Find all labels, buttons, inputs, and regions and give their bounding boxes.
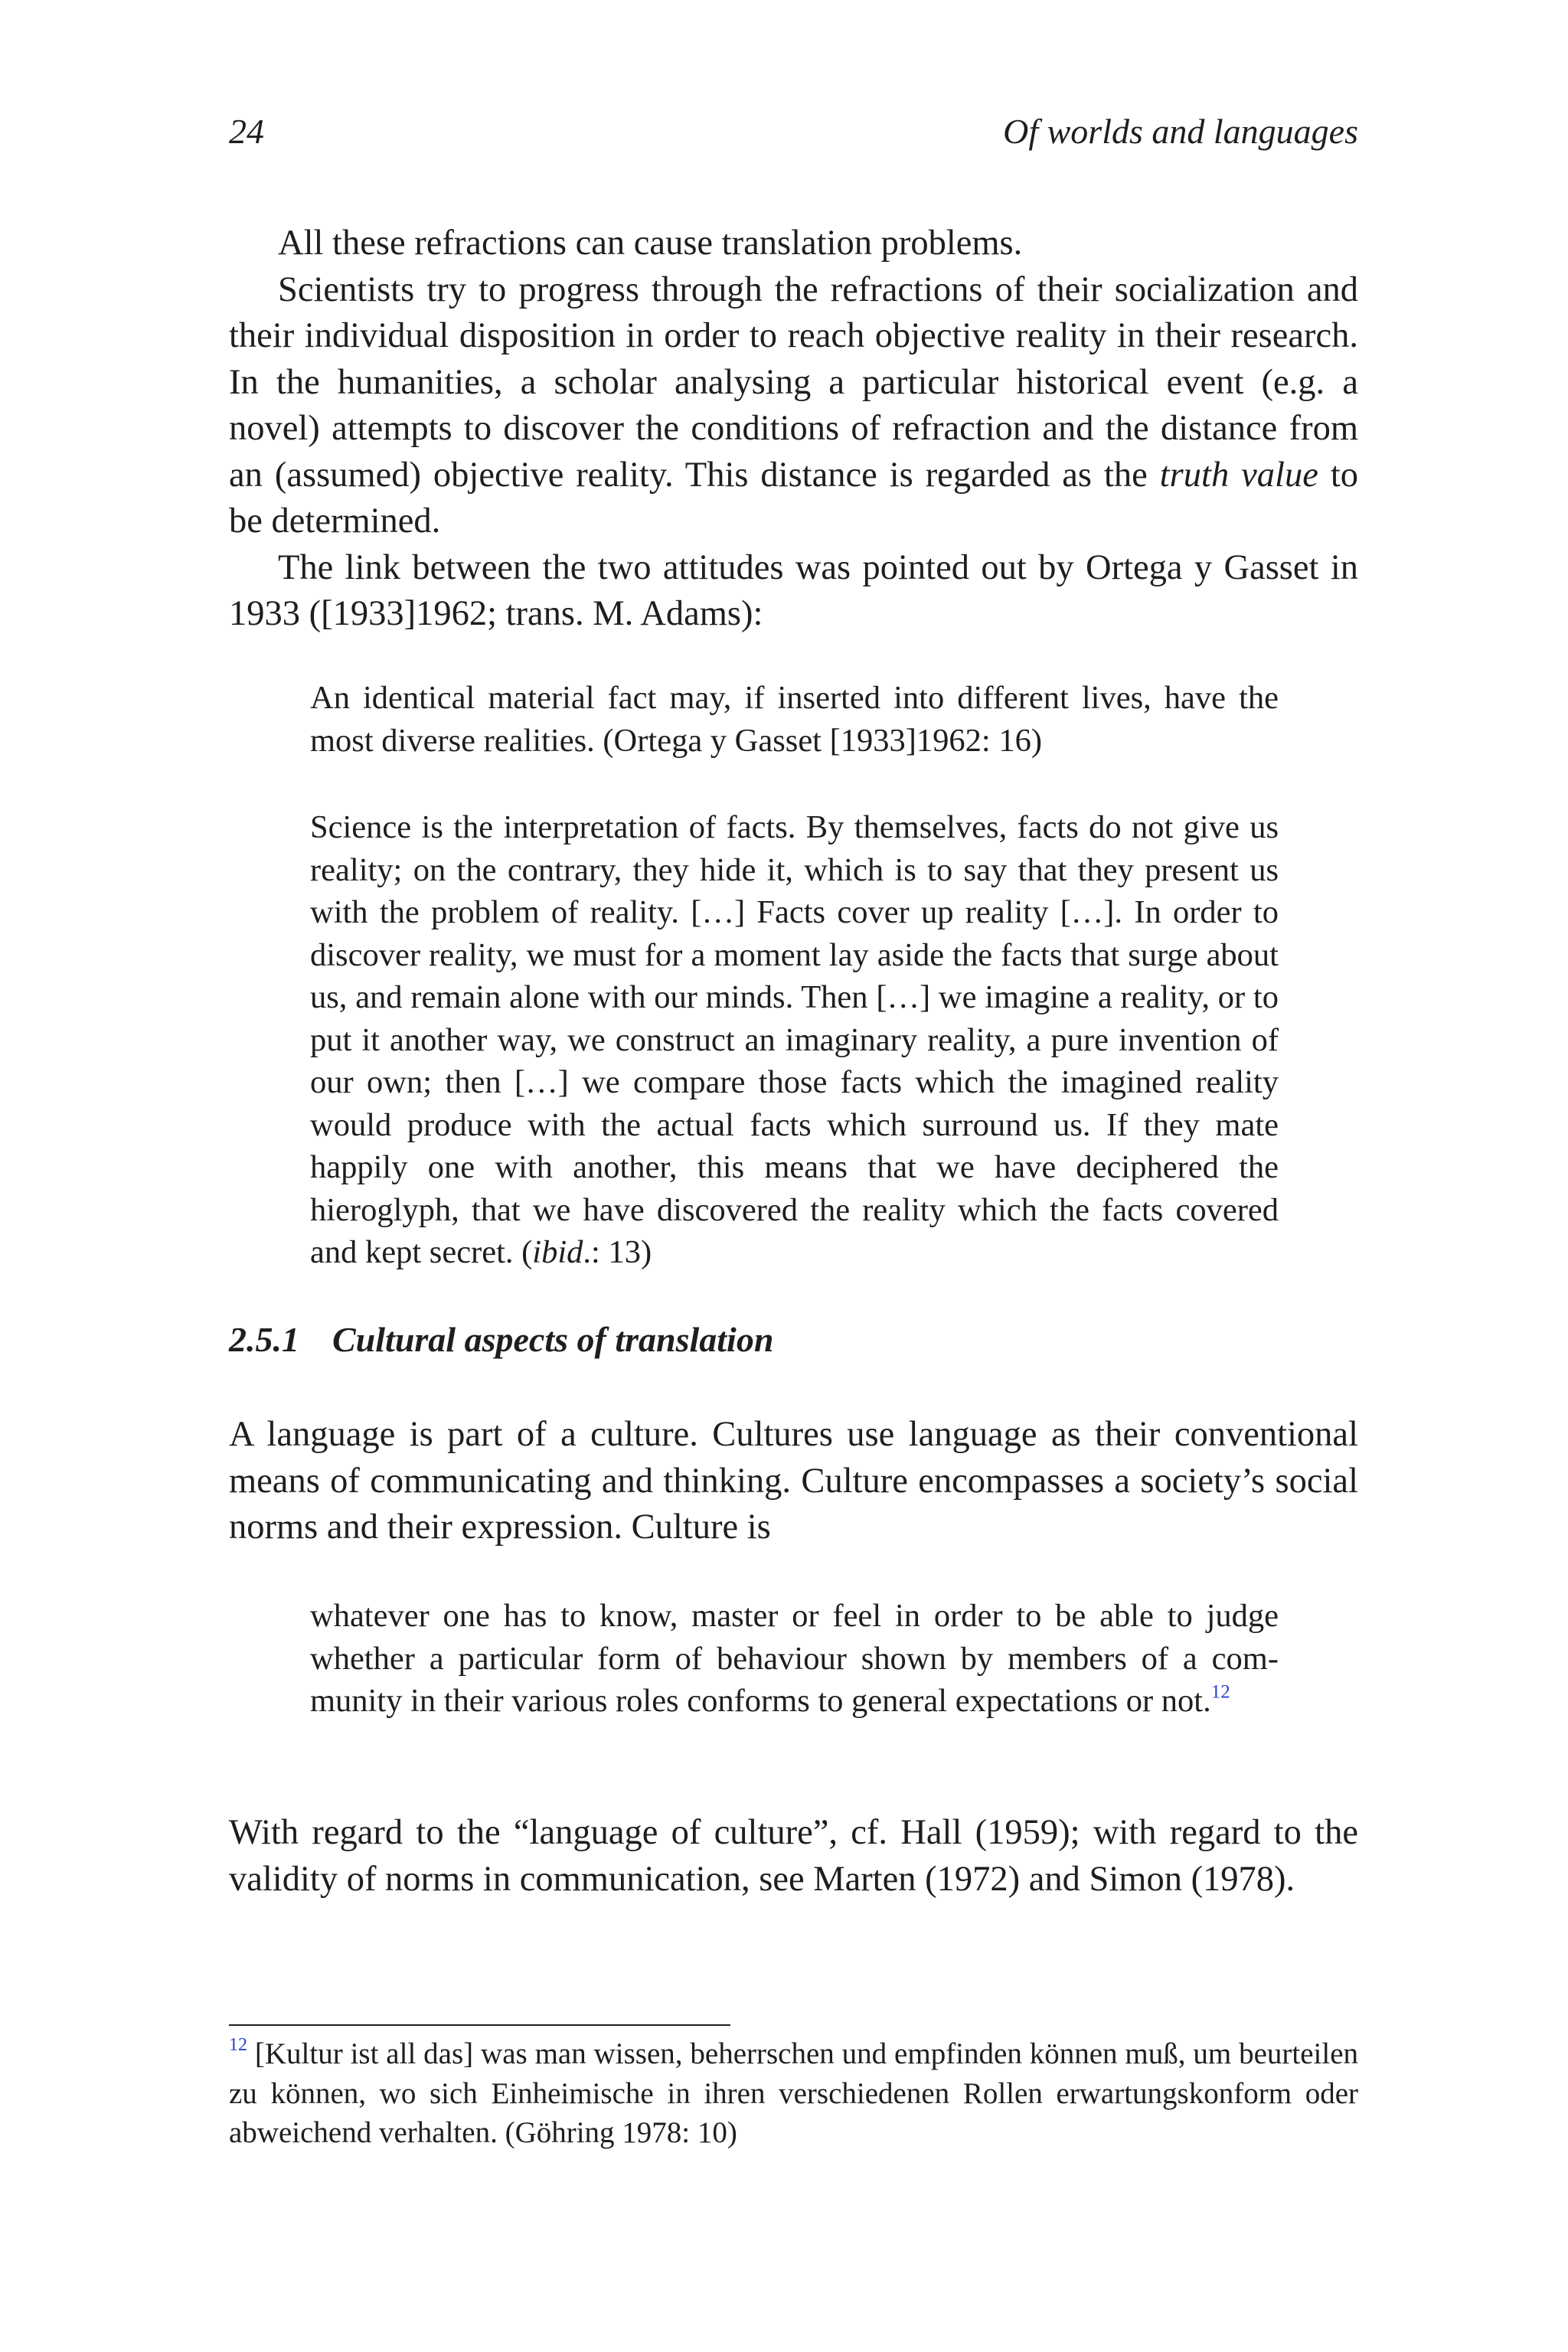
body-text-middle (229, 1412, 1358, 1551)
emphasis: truth value (1159, 455, 1318, 495)
running-head (229, 109, 1358, 155)
page-number: 24 (229, 112, 264, 151)
footnote-marker: 12 (229, 2035, 247, 2056)
body-text-bottom (229, 1810, 1358, 1903)
emphasis: ibid (532, 1234, 583, 1270)
block-quote (310, 806, 1279, 1274)
section-title: Cultural aspects of translation (332, 1320, 774, 1359)
block-quote (310, 677, 1279, 762)
paragraph: Scientists try to progress through the refractions of their socialization and their individual disposition in order to reach objective reality in their research. In the humanities, a scholar analysing a particular historical event (e.g. a novel) attempts to discover the conditions of refraction and the distance from an (assumed) objective reality. This distance is regarded as the truth value to be determined. (229, 270, 1358, 541)
footnote-reference[interactable]: 12 (1210, 1681, 1230, 1703)
paragraph: The link between the two attitudes was pointed out by Ortega y Gasset in 1933 ([1933]1962; trans. M. Adams): (229, 547, 1358, 633)
body-text-top (229, 220, 1358, 638)
section-heading (229, 1317, 1358, 1363)
quote-paragraph: An identical material fact may, if inserted into different lives, have the most diverse realities. (Ortega y Gasset [1933]1962: 16) (310, 680, 1279, 759)
footnote (229, 2034, 1358, 2153)
footnote-separator (229, 2024, 730, 2026)
paragraph: A language is part of a culture. Cultures use language as their conventional means of communicating and thinking. Culture encompasses a society’s social norms and their expression. Culture is (229, 1415, 1358, 1547)
footnote-text: [Kultur ist all das] was man wissen, beherrschen und empfinden können muß, um beurteilen zu können, wo sich Einheimische in ihren verschiedenen Rollen erwartungskonform oder abweichend verhalten. (Göhring 1978: 10) (229, 2037, 1359, 2149)
quote-paragraph: whatever one has to know, master or feel in order to be able to judge whether a particular form of behaviour shown by members of a community in their various roles conforms to general expectations or not.$^{12}$ (310, 1598, 1279, 1719)
section-number: 2.5.1 (229, 1320, 299, 1359)
block-quote (310, 1595, 1279, 1723)
running-title: Of worlds and languages (1003, 112, 1358, 151)
paragraph: All these refractions can cause translation problems. (278, 224, 1023, 263)
paragraph: With regard to the “language of culture”, cf. Hall (1959); with regard to the validity of norms in communication, see Marten (1972) and Simon (1978). (229, 1813, 1358, 1899)
quote-paragraph: Science is the interpretation of facts. By themselves, facts do not give us reality; on the contrary, they hide it, which is to say that they present us with the problem of reality. […] Facts cover up reality […]. In order to discover reality, we must for a moment lay aside the facts that surge about us, and remain alone with our minds. Then […] we imagine a reality, or to put it another way, we construct an imaginary reality, a pure invention of our own; then […] we compare those facts which the imagined reality would produce with the actual facts which surround us. If they mate happily one with another, this means that we have deciphered the hieroglyph, that we have discovered the reality which the facts covered and kept secret. (ibid.: 13) (310, 809, 1279, 1270)
